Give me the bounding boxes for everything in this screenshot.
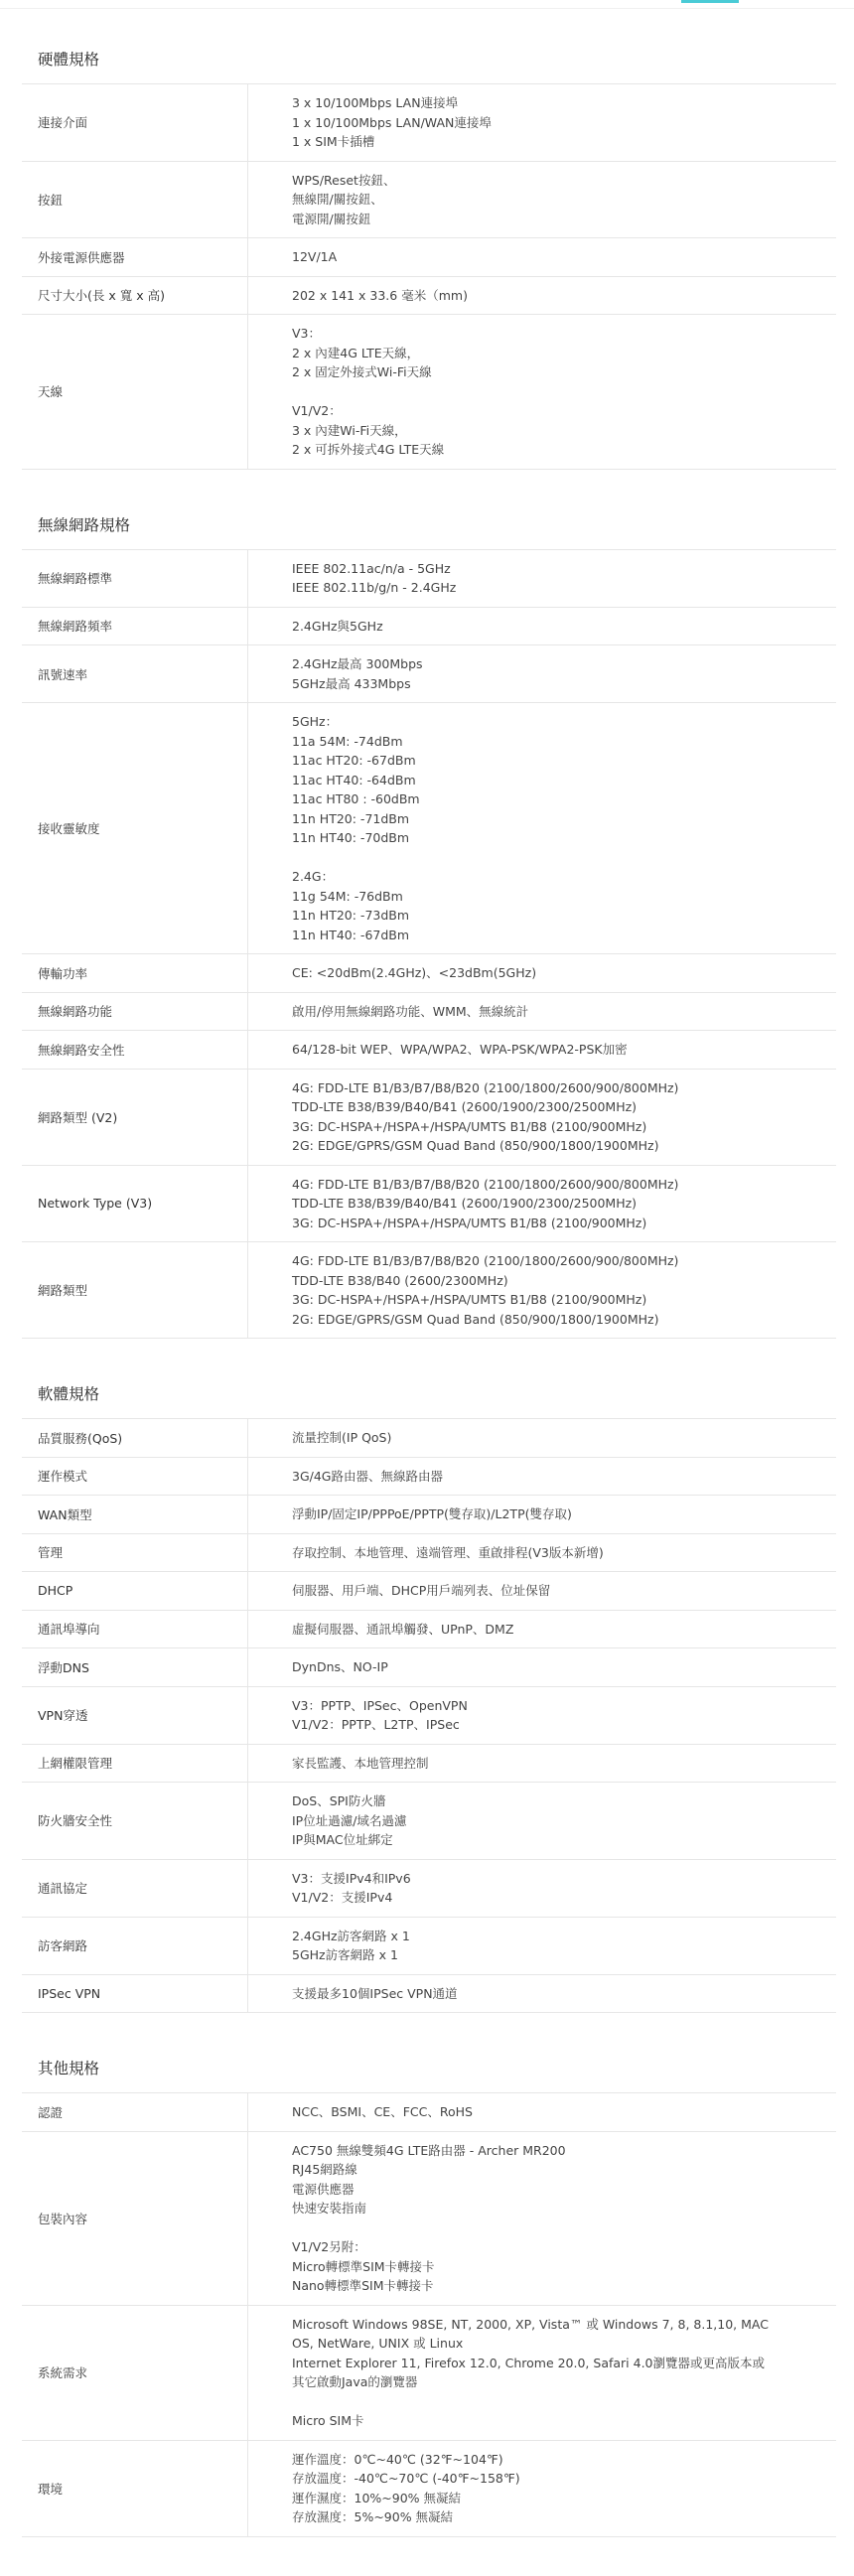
spec-row [22,1241,836,1339]
spec-value-line: 1 x 10/100Mbps LAN/WAN連接埠 [292,114,492,130]
spec-value-line: 12V/1A [292,249,338,264]
spec-value-line: 電源供應器 [292,2181,355,2197]
spec-value [248,2441,836,2536]
spec-label: 無線網路功能 [22,993,248,1031]
spec-value-line: 運作濕度：10%~90% 無凝結 [292,2490,462,2505]
spec-value-line: 11n HT20: -71dBm [292,810,410,826]
spec-row [22,314,836,470]
spec-value-line: 5GHz： [292,714,339,729]
spec-value [248,1458,836,1496]
spec-label: 認證 [22,2093,248,2131]
spec-value-line: V1/V2另附： [292,2239,366,2254]
spec-value-line: 3 x 10/100Mbps LAN連接埠 [292,95,459,110]
spec-label: 品質服務(QoS) [22,1419,248,1457]
spec-row [22,1974,836,2014]
spec-value-line: 202 x 141 x 33.6 毫米（mm) [292,287,468,303]
spec-value [248,1419,836,1457]
spec-value-line: 3G: DC-HSPA+/HSPA+/HSPA/UMTS B1/B8 (2100/900MHz) [292,1292,647,1307]
spec-label: 通訊協定 [22,1860,248,1917]
spec-row [22,237,836,276]
spec-value-line: 4G: FDD-LTE B1/B3/B7/B8/B20 (2100/1800/2600/900/800MHz) [292,1253,679,1268]
spec-value-line: 虛擬伺服器、通訊埠觸發、UPnP、DMZ [292,1621,514,1637]
spec-label: 網路類型 [22,1242,248,1338]
spec-row [22,1782,836,1859]
spec-value [248,1975,836,2013]
spec-row [22,1859,836,1917]
spec-value-line: 64/128-bit WEP、WPA/WPA2、WPA-PSK/WPA2-PSK加密 [292,1042,628,1057]
spec-value-line: 2G: EDGE/GPRS/GSM Quad Band (850/900/1800/1900MHz) [292,1138,659,1153]
spec-label: 通訊埠導向 [22,1611,248,1648]
spec-value-line: 2.4G： [292,869,335,884]
spec-value [248,277,836,315]
spec-row [22,1069,836,1165]
spec-label: 包裝內容 [22,2132,248,2305]
spec-value-line: 2.4GHz訪客網路 x 1 [292,1928,410,1943]
spec-value-line: WPS/Reset按鈕、 [292,172,396,188]
spec-row [22,1744,836,1783]
spec-value-line: 2.4GHz與5GHz [292,618,383,634]
spec-value [248,703,836,953]
spec-row [22,992,836,1031]
spec-value-line: 3G: DC-HSPA+/HSPA+/HSPA/UMTS B1/B8 (2100/900MHz) [292,1215,647,1230]
spec-section-0 [22,0,836,470]
spec-value-line: 浮動IP/固定IP/PPPoE/PPTP(雙存取)/L2TP(雙存取) [292,1506,572,1521]
spec-value-line: 11n HT20: -73dBm [292,908,410,923]
spec-value-line: 4G: FDD-LTE B1/B3/B7/B8/B20 (2100/1800/2600/900/800MHz) [292,1176,679,1192]
spec-value [248,84,836,161]
spec-value-line: 其它啟動Java的瀏覽器 [292,2374,418,2389]
spec-value-line: IEEE 802.11ac/n/a - 5GHz [292,560,451,576]
spec-label: 尺寸大小(長 x 寬 x 高) [22,277,248,315]
spec-value-line: 11g 54M: -76dBm [292,888,403,904]
spec-label: 環境 [22,2441,248,2536]
spec-value-line: 運作溫度：0℃~40℃ (32℉~104℉) [292,2451,503,2467]
spec-row [22,1610,836,1648]
spec-value-line: TDD-LTE B38/B39/B40/B41 (2600/1900/2300/2500MHz) [292,1196,638,1211]
spec-value-line: V3： [292,326,322,341]
spec-value [248,1572,836,1610]
spec-value [248,1745,836,1783]
spec-value [248,2306,836,2440]
spec-value-line: RJ45網路線 [292,2162,357,2177]
spec-value-line: 啟用/停用無線網路功能、WMM、無線統計 [292,1003,529,1019]
spec-row [22,1457,836,1496]
spec-value-line: IP與MAC位址綁定 [292,1832,393,1847]
spec-value [248,1648,836,1686]
spec-row [22,2305,836,2440]
spec-row [22,644,836,702]
spec-section-3 [22,2013,836,2537]
spec-value-line: 5GHz訪客網路 x 1 [292,1947,398,1962]
spec-value-line: CE: <20dBm(2.4GHz)、<23dBm(5GHz) [292,965,537,980]
spec-value [248,993,836,1031]
spec-value [248,315,836,469]
spec-value-line: DoS、SPI防火牆 [292,1793,386,1808]
spec-value-spacer [292,2392,836,2412]
spec-value-line: 流量控制(IP QoS) [292,1430,392,1445]
spec-value-line: 11ac HT20: -67dBm [292,753,416,768]
spec-row [22,702,836,953]
spec-row [22,607,836,645]
spec-value-line: 11ac HT80 : -60dBm [292,791,420,806]
spec-value-line: 11n HT40: -70dBm [292,830,410,845]
spec-label: WAN類型 [22,1496,248,1533]
spec-value-line: 存放濕度：5%~90% 無凝結 [292,2509,454,2524]
spec-value [248,162,836,238]
spec-value [248,238,836,276]
spec-row [22,1571,836,1610]
spec-value-line: V3：PPTP、IPSec、OpenVPN [292,1697,468,1713]
section-title: 其他規格 [38,2060,100,2077]
spec-label: 無線網路標準 [22,550,248,607]
spec-value-line: 4G: FDD-LTE B1/B3/B7/B8/B20 (2100/1800/2600/900/800MHz) [292,1079,679,1095]
section-title: 軟體規格 [38,1385,100,1403]
spec-value-line: 家長監護、本地管理控制 [292,1755,429,1771]
spec-value-line: OS, NetWare, UNIX 或 Linux [292,2336,464,2351]
spec-value-line: Internet Explorer 11, Firefox 12.0, Chrome 20.0, Safari 4.0瀏覽器或更高版本或 [292,2355,766,2370]
spec-value-line: 存放溫度：-40℃~70℃ (-40℉~158℉) [292,2471,520,2486]
spec-label: 傳輸功率 [22,954,248,992]
spec-value-line: 2 x 可拆外接式4G LTE天線 [292,442,445,457]
spec-value-line: V1/V2： [292,403,342,418]
spec-value-line: 伺服器、用戶端、DHCP用戶端列表、位址保留 [292,1583,551,1598]
spec-value-line: TDD-LTE B38/B40 (2600/2300MHz) [292,1272,508,1288]
spec-value-spacer [292,382,836,402]
spec-label: 接收靈敏度 [22,703,248,953]
spec-label: VPN穿透 [22,1687,248,1744]
spec-label: 網路類型 (V2) [22,1070,248,1165]
spec-value-line: IP位址過濾/域名過濾 [292,1812,407,1828]
active-tab-indicator [681,0,739,3]
spec-value [248,2132,836,2305]
spec-value-line: 11n HT40: -67dBm [292,927,410,942]
spec-value-line: Microsoft Windows 98SE, NT, 2000, XP, Vista™ 或 Windows 7, 8, 8.1,10, MAC [292,2316,769,2332]
spec-label: 無線網路頻率 [22,608,248,645]
tab-bar-divider [0,8,854,9]
spec-value [248,1031,836,1069]
spec-value [248,2093,836,2131]
spec-row [22,2440,836,2537]
spec-label: 浮動DNS [22,1648,248,1686]
spec-row [22,1686,836,1744]
section-title: 硬體規格 [38,51,100,69]
spec-label: 運作模式 [22,1458,248,1496]
spec-value-line: 11ac HT40: -64dBm [292,772,416,787]
spec-value-line: 1 x SIM卡插槽 [292,134,375,149]
spec-row [22,1030,836,1069]
spec-value-line: 2.4GHz最高 300Mbps [292,656,423,671]
spec-row [22,1917,836,1974]
spec-row [22,549,836,607]
spec-value-line: 快速安裝指南 [292,2201,367,2216]
spec-value [248,608,836,645]
spec-value-line: Micro轉標準SIM卡轉接卡 [292,2258,435,2274]
spec-value-line: DynDns、NO-IP [292,1659,388,1674]
spec-label: IPSec VPN [22,1975,248,2013]
spec-value-spacer [292,2218,836,2238]
spec-label: 天線 [22,315,248,469]
spec-value-line: 無線開/關按鈕、 [292,192,383,207]
spec-value [248,645,836,702]
spec-row [22,2092,836,2131]
spec-label: 無線網路安全性 [22,1031,248,1069]
spec-value-line: 電源開/關按鈕 [292,211,371,226]
spec-label: 系統需求 [22,2306,248,2440]
spec-value-line: Nano轉標準SIM卡轉接卡 [292,2278,434,2293]
spec-value-line: 3 x 內建Wi-Fi天線， [292,422,407,438]
spec-row [22,83,836,161]
spec-section-1 [22,470,836,1340]
spec-value [248,1687,836,1744]
spec-value [248,1242,836,1338]
spec-label: 管理 [22,1534,248,1572]
spec-row [22,2131,836,2305]
spec-label: 上網權限管理 [22,1745,248,1783]
section-title: 無線網路規格 [38,515,131,534]
spec-value-line: TDD-LTE B38/B39/B40/B41 (2600/1900/2300/2500MHz) [292,1099,638,1114]
spec-label: 防火牆安全性 [22,1783,248,1859]
spec-row [22,1495,836,1533]
spec-value-line: 2 x 內建4G LTE天線， [292,345,420,360]
spec-row [22,161,836,238]
spec-value [248,1534,836,1572]
spec-value-line: 3G/4G路由器、無線路由器 [292,1468,443,1484]
spec-label: Network Type (V3) [22,1166,248,1242]
spec-value-line: 支援最多10個IPSec VPN通道 [292,1985,458,2001]
spec-value-spacer [292,848,836,868]
specifications-container [22,0,838,2537]
spec-value-line: 3G: DC-HSPA+/HSPA+/HSPA/UMTS B1/B8 (2100/900MHz) [292,1118,647,1134]
spec-value [248,1860,836,1917]
spec-value [248,954,836,992]
spec-label: 按鈕 [22,162,248,238]
spec-value-line: IEEE 802.11b/g/n - 2.4GHz [292,580,457,595]
spec-row [22,1165,836,1242]
spec-value-line: 11a 54M: -74dBm [292,733,403,749]
spec-value-line: NCC、BSMI、CE、FCC、RoHS [292,2104,473,2119]
spec-row [22,1647,836,1686]
spec-value [248,550,836,607]
spec-value [248,1918,836,1974]
spec-row [22,953,836,992]
spec-value-line: 2G: EDGE/GPRS/GSM Quad Band (850/900/1800/1900MHz) [292,1311,659,1327]
spec-value-line: AC750 無線雙頻4G LTE路由器 - Archer MR200 [292,2142,566,2158]
spec-value-line: 2 x 固定外接式Wi-Fi天線 [292,364,432,379]
spec-section-2 [22,1339,836,2013]
spec-label: 外接電源供應器 [22,238,248,276]
spec-row [22,276,836,315]
spec-value [248,1783,836,1859]
spec-value-line: V3：支援IPv4和IPv6 [292,1870,411,1886]
spec-value [248,1496,836,1533]
spec-label: 連接介面 [22,84,248,161]
spec-row [22,1533,836,1572]
spec-row [22,1418,836,1457]
spec-value-line: V1/V2：PPTP、L2TP、IPSec [292,1717,460,1732]
spec-value [248,1070,836,1165]
spec-label: DHCP [22,1572,248,1610]
spec-value-line: 存取控制、本地管理、遠端管理、重啟排程(V3版本新增) [292,1544,604,1560]
spec-value-line: V1/V2：支援IPv4 [292,1890,393,1905]
spec-value [248,1166,836,1242]
spec-value-line: Micro SIM卡 [292,2413,364,2428]
spec-label: 訪客網路 [22,1918,248,1974]
spec-value-line: 5GHz最高 433Mbps [292,675,411,691]
spec-label: 訊號速率 [22,645,248,702]
spec-value [248,1611,836,1648]
